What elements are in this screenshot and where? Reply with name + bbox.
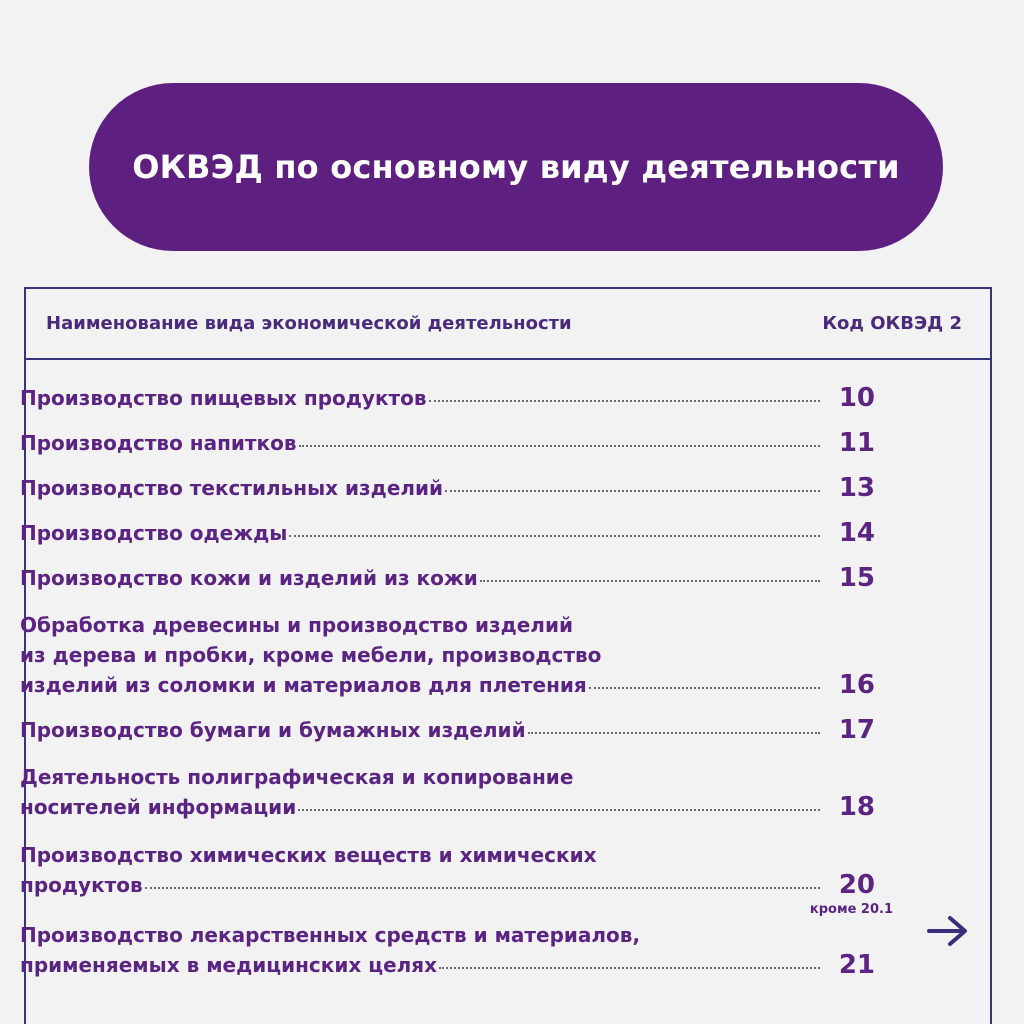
okved-code: 18	[838, 792, 875, 822]
okved-code: 20	[838, 870, 875, 900]
activity-name-text: изделий из соломки и материалов для плетения	[20, 673, 587, 697]
activity-name-text: Производство кожи и изделий из кожи	[20, 566, 478, 590]
okved-code: 14	[838, 518, 875, 548]
okved-code: 15	[838, 563, 875, 593]
activity-name-text: Производство одежды	[20, 521, 288, 545]
activity-name-line: Обработка древесины и производство изделий	[20, 613, 573, 637]
dotted-leader	[439, 967, 820, 969]
activity-name-text: Производство текстильных изделий	[20, 476, 444, 500]
code-note: кроме 20.1	[809, 902, 893, 917]
okved-code: 17	[838, 715, 875, 745]
okved-code: 16	[838, 670, 875, 700]
activity-name-line: Деятельность полиграфическая и копирование	[20, 765, 574, 789]
activity-name-line: из дерева и пробки, кроме мебели, производство	[20, 643, 602, 667]
activity-name-text: носителей информации	[20, 795, 297, 819]
activity-name-text: применяемых в медицинских целях	[20, 953, 438, 977]
okved-code: 11	[838, 428, 875, 458]
activity-name-line	[20, 950, 820, 980]
okved-code: 10	[838, 383, 875, 413]
activity-name	[20, 920, 820, 980]
header-activity-name: Наименование вида экономической деятельности	[46, 313, 572, 334]
activity-name-text: Производство бумаги и бумажных изделий	[20, 718, 526, 742]
activity-name-line: Производство лекарственных средств и материалов,	[20, 923, 641, 947]
activity-name-line: Производство химических веществ и химических	[20, 843, 597, 867]
activity-name-text: Производство пищевых продуктов	[20, 386, 427, 410]
header-okved-code: Код ОКВЭД 2	[822, 313, 962, 334]
activity-name-text: продуктов	[20, 873, 143, 897]
page-title: ОКВЭД по основному виду деятельности	[132, 148, 900, 186]
activity-name-text: Производство напитков	[20, 431, 297, 455]
okved-code: 21	[838, 950, 875, 980]
table-row	[20, 95, 875, 980]
arrow-right-icon[interactable]	[926, 915, 970, 947]
okved-code: 13	[838, 473, 875, 503]
